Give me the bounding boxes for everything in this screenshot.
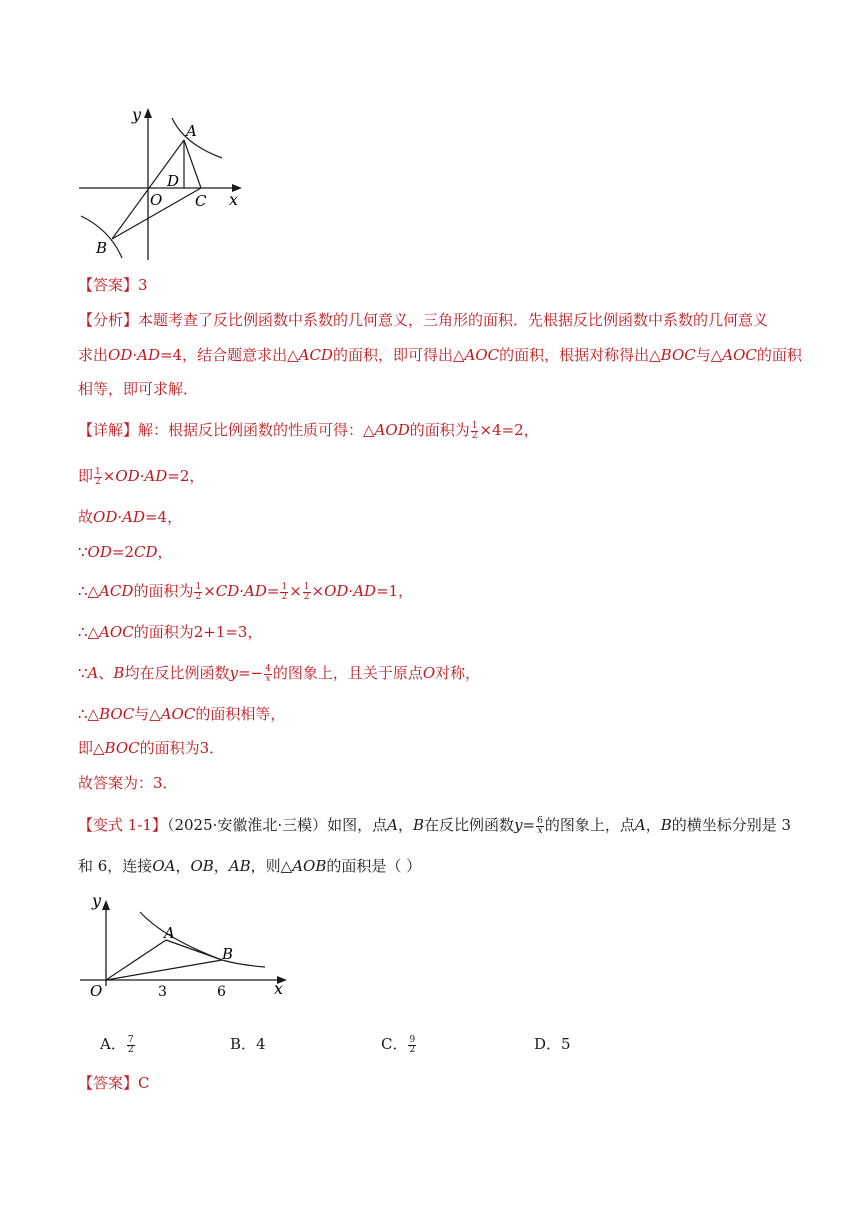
analysis-text: 求出 — [78, 346, 109, 364]
variant-text: 和 6，连接 — [78, 857, 153, 875]
answer-tag: 【答案】 — [78, 276, 139, 294]
detail-step-2 — [78, 466, 204, 487]
segment-AB — [166, 940, 222, 960]
label-B: B — [96, 239, 108, 257]
analysis-text: =4，结合题意求出△ — [159, 346, 299, 364]
label-B: B — [222, 945, 234, 963]
detail-text: ∴△ — [78, 582, 100, 600]
variant-math: AB — [228, 857, 251, 875]
detail-text: =2 — [111, 543, 134, 561]
variant-text: 的横坐标分别是 3 — [671, 816, 792, 834]
label-y: y — [92, 891, 102, 910]
option-label: C． — [381, 1035, 408, 1053]
detail-text: =− — [237, 664, 264, 682]
analysis-text: 的面积，根据对称得出△ — [499, 346, 661, 364]
variant-math: B — [660, 816, 672, 834]
detail-text: =4， — [144, 508, 183, 526]
label-C: C — [195, 192, 207, 210]
variant-line-2 — [78, 856, 421, 876]
y-axis-arrow — [102, 900, 110, 910]
label-D: D — [167, 172, 180, 190]
figure-1-diagram — [76, 100, 256, 265]
analysis-text: 的面积，即可得出△ — [332, 346, 465, 364]
answer-2 — [78, 1073, 150, 1093]
variant-text: ， — [175, 857, 191, 875]
option-A[interactable] — [100, 1032, 136, 1056]
detail-text: 故答案为：3． — [78, 774, 178, 792]
detail-text: 的图象上，且关于原点 — [272, 664, 423, 682]
option-label: B． — [230, 1035, 257, 1053]
detail-text: 与△ — [134, 705, 161, 723]
variant-text: 的面积是（ ） — [326, 857, 422, 875]
detail-text: 的面积为 — [133, 582, 194, 600]
detail-step-4 — [78, 542, 173, 562]
detail-text: 即 — [78, 467, 94, 485]
detail-text: × — [289, 582, 302, 600]
detail-text: ， — [157, 543, 173, 561]
analysis-line-3 — [78, 379, 198, 399]
detail-text: =2， — [167, 467, 205, 485]
analysis-math: AOC — [722, 346, 757, 364]
detail-math: OD·AD — [93, 508, 145, 526]
detail-text: 故 — [78, 508, 94, 526]
variant-line-1 — [78, 815, 791, 836]
variant-text: （2025·安徽淮北·三模）如图，点 — [166, 816, 388, 834]
variant-math: AOB — [292, 857, 327, 875]
analysis-math: OD·AD — [108, 346, 160, 364]
label-O: O — [150, 191, 163, 209]
variant-text: 在反比例函数 — [424, 816, 515, 834]
detail-step-7 — [78, 663, 480, 684]
detail-math: BOC — [104, 739, 140, 757]
detail-text: 解：根据反比例函数的性质可得：△ — [138, 421, 375, 439]
detail-text: = — [266, 582, 280, 600]
variant-text: = — [522, 816, 536, 834]
analysis-line-1 — [78, 310, 768, 330]
detail-text: ∴△ — [78, 623, 100, 641]
detail-math: CD — [134, 543, 158, 561]
variant-text: ，则△ — [250, 857, 293, 875]
label-x: x — [229, 190, 239, 209]
analysis-math: ACD — [298, 346, 333, 364]
variant-text: ， — [213, 857, 229, 875]
fraction-half: $\frac{1}{2}$ — [471, 420, 478, 441]
variant-math: A — [387, 816, 398, 834]
detail-text: ∴△ — [78, 705, 100, 723]
answer-tag: 【答案】 — [78, 1074, 139, 1092]
detail-step-1 — [78, 420, 539, 441]
detail-math: O — [422, 664, 436, 682]
detail-step-6 — [78, 622, 262, 642]
detail-math: OD — [87, 543, 112, 561]
detail-math: y — [229, 664, 238, 682]
variant-text: ， — [645, 816, 661, 834]
segment-OA — [106, 940, 166, 980]
fraction-four-over-x: $\frac{4}{x}$ — [265, 663, 271, 684]
segment-OB — [106, 960, 222, 980]
detail-step-8 — [78, 704, 285, 724]
label-x: x — [274, 979, 284, 998]
analysis-math: BOC — [660, 346, 696, 364]
detail-math: AOC — [160, 705, 196, 723]
fraction-half: $\frac{1}{2}$ — [95, 466, 101, 487]
analysis-line-2 — [78, 345, 802, 365]
hyperbola-upper-branch — [172, 118, 222, 158]
fraction-seven-halves: $\frac{7}{2}$ — [127, 1034, 134, 1055]
detail-text: 的面积为3． — [139, 739, 225, 757]
y-axis-arrow — [144, 108, 152, 118]
variant-math: OA — [152, 857, 176, 875]
analysis-text: 的面积 — [756, 346, 802, 364]
detail-text: 对称， — [435, 664, 481, 682]
detail-text: ×4=2， — [479, 421, 539, 439]
analysis-text-1: 本题考查了反比例函数中系数的几何意义，三角形的面积．先根据反比例函数中系数的几何意义 — [138, 311, 769, 329]
variant-math: B — [413, 816, 425, 834]
detail-text: 均在反比例函数 — [124, 664, 230, 682]
analysis-math: AOC — [464, 346, 500, 364]
variant-math: OB — [190, 857, 214, 875]
detail-step-9 — [78, 738, 224, 758]
fraction-nine-halves: $\frac{9}{2}$ — [409, 1034, 416, 1055]
detail-math: BOC — [99, 705, 135, 723]
detail-text: 的面积相等， — [195, 705, 286, 723]
option-value: 4 — [256, 1035, 266, 1053]
hyperbola-curve — [140, 912, 265, 967]
option-C[interactable] — [381, 1032, 417, 1056]
tick-6: 6 — [217, 984, 226, 1000]
fraction-half: $\frac{1}{2}$ — [303, 581, 310, 602]
detail-math: AOD — [374, 421, 410, 439]
variant-tag: 【变式 1-1】 — [78, 816, 167, 834]
variant-text: ， — [398, 816, 414, 834]
label-O: O — [90, 982, 103, 1000]
figure-2-diagram — [80, 890, 295, 1005]
fraction-half: $\frac{1}{2}$ — [281, 581, 288, 602]
analysis-text: 与△ — [695, 346, 723, 364]
detail-text: ∵ — [78, 543, 88, 561]
detail-tag: 【详解】 — [78, 421, 139, 439]
label-y: y — [132, 105, 142, 124]
detail-math: OD·AD — [324, 582, 377, 600]
option-D[interactable] — [534, 1032, 571, 1056]
detail-math: A — [87, 664, 99, 682]
option-label: D． — [534, 1035, 562, 1053]
answer-value: C — [138, 1074, 150, 1092]
analysis-text-3: 相等，即可求解． — [78, 380, 199, 398]
detail-step-5 — [78, 581, 413, 602]
analysis-tag: 【分析】 — [78, 311, 139, 329]
answer-1 — [78, 275, 148, 295]
fraction-half: $\frac{1}{2}$ — [195, 581, 202, 602]
fraction-six-over-x: $\frac{6}{x}$ — [537, 815, 543, 836]
answer-value: 3 — [138, 276, 148, 294]
option-value: 5 — [561, 1035, 571, 1053]
option-B[interactable] — [230, 1032, 266, 1056]
option-label: A． — [100, 1035, 126, 1053]
variant-math: A — [634, 816, 646, 834]
detail-math: AOC — [99, 623, 134, 641]
detail-text: × — [311, 582, 325, 600]
detail-step-3 — [78, 507, 182, 527]
label-A: A — [164, 924, 175, 942]
detail-text: × — [203, 582, 216, 600]
detail-math: OD·AD — [115, 467, 168, 485]
detail-text: 、 — [98, 664, 114, 682]
detail-step-10 — [78, 773, 178, 793]
detail-text: 的面积为 — [409, 421, 470, 439]
detail-text: =1， — [376, 582, 414, 600]
detail-math: CD·AD — [215, 582, 267, 600]
detail-text: × — [102, 467, 116, 485]
detail-text: ∵ — [78, 664, 88, 682]
variant-text: 的图象上，点 — [544, 816, 635, 834]
tick-3: 3 — [158, 984, 167, 1000]
label-A: A — [186, 122, 197, 140]
detail-text: 的面积为2+1=3， — [133, 623, 263, 641]
detail-text: 即△ — [78, 739, 105, 757]
variant-math: y — [514, 816, 523, 834]
detail-math: B — [113, 664, 125, 682]
detail-math: ACD — [99, 582, 134, 600]
